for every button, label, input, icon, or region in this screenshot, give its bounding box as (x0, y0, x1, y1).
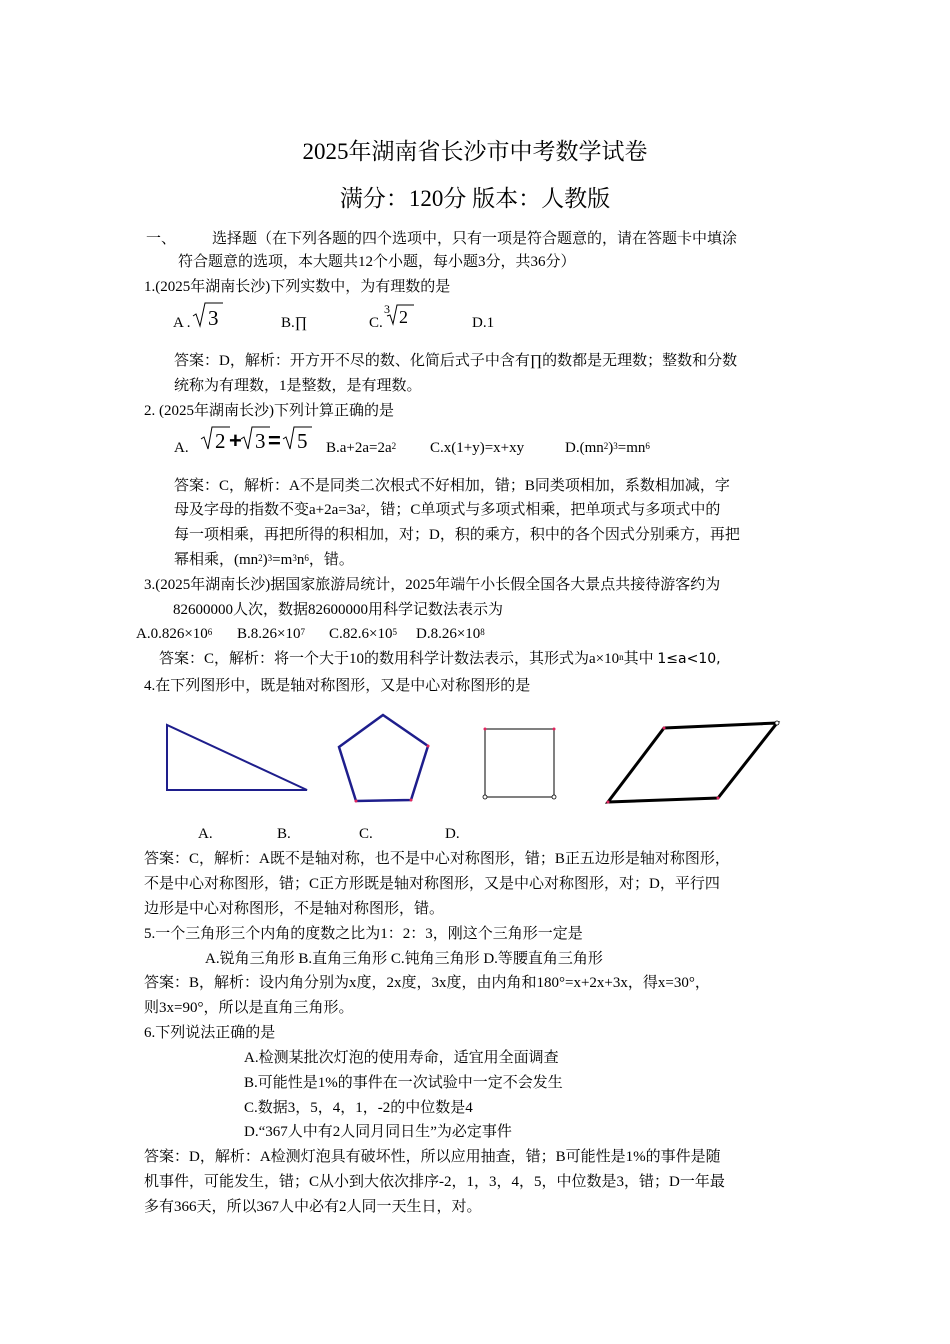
q4-answer-line3: 边形是中心对称图形，不是轴对称图形，错。 (144, 901, 445, 917)
q1-stem: 1.(2025年湖南长沙)下列实数中，为有理数的是 (144, 279, 451, 295)
q1-option-c-cbrt (383, 300, 415, 328)
q2-a-equals: = (268, 428, 281, 453)
q6-answer-line1: 答案：D，解析：A检测灯泡具有破坏性，所以应用抽查，错；B可能性是1%的事件是随 (144, 1149, 721, 1165)
q6-option-b: B.可能性是1%的事件在一次试验中一定不会发生 (244, 1075, 563, 1091)
page-subtitle: 满分：120分 版本：人教版 (339, 186, 611, 211)
figure-d-label: D. (445, 826, 460, 842)
q1-option-a-radicand: 3 (208, 306, 219, 330)
q4-answer-line2: 不是中心对称图形，错；C正方形既是轴对称图形，又是中心对称图形，对；D，平行四 (144, 876, 720, 892)
page-title: 2025年湖南省长沙市中考数学试卷 (302, 139, 648, 164)
q2-a-plus: + (229, 428, 242, 453)
q6-answer-line3: 多有366天，所以367人中必有2人同一天生日，对。 (144, 1199, 482, 1215)
q6-option-a: A.检测某批次灯泡的使用寿命，适宜用全面调查 (244, 1050, 559, 1066)
figure-c-square (485, 729, 554, 797)
section-instruction-line2: 符合题意的选项，本大题共12个小题，每小题3分，共36分） (178, 254, 576, 270)
q5-options: A.锐角三角形 B.直角三角形 C.钝角三角形 D.等腰直角三角形 (205, 951, 603, 967)
q3-option-c: $C.82.6\times 10^5$ (329, 626, 397, 642)
figure-d-parallelogram (608, 723, 777, 802)
q5-stem: 5.一个三角形三个内角的度数之比为1：2：3，刚这个三角形一定是 (144, 926, 583, 942)
q6-option-d: D.“367人中有2人同月同日生”为必定事件 (244, 1124, 512, 1140)
q2-option-c: C.x(1+y)=x+xy (430, 440, 525, 456)
section-number: 一、 (146, 231, 177, 247)
q1-option-c-label: C. (369, 315, 383, 331)
q1-option-c-index: 3 (384, 302, 390, 316)
figure-b-pentagon (339, 715, 428, 801)
q2-option-d: $D.(mn^2)^3=mn^6$ (565, 440, 650, 456)
q3-option-b: $B.8.26\times 10^7$ (237, 626, 305, 642)
figure-a-triangle (167, 725, 307, 790)
q2-option-a-label: A. (174, 440, 189, 456)
q4-stem: 4.在下列图形中，既是轴对称图形，又是中心对称图形的是 (144, 678, 531, 694)
q3-option-a: $A.0.826\times 10^6$ (136, 626, 213, 642)
q2-a-radicand-1: 2 (215, 429, 226, 453)
q1-answer-line1: 答案：D，解析：开方开不尽的数、化简后式子中含有∏的数都是无理数；整数和分数 (174, 353, 738, 369)
q1-option-b: B.∏ (281, 315, 308, 331)
figure-c-label: C. (359, 826, 373, 842)
q5-answer-line1: 答案：B，解析：设内角分别为x度，2x度，3x度，由内角和180°=x+2x+3x，得x=30°， (144, 975, 710, 991)
q2-answer-line1: 答案：C，解析：A不是同类二次根式不好相加，错；B同类项相加，系数相加减，字 (174, 478, 730, 494)
figure-a-label: A. (198, 826, 213, 842)
q5-answer-line2: 则3x=90°，所以是直角三角形。 (144, 1000, 354, 1016)
q1-answer-line2: 统称为有理数，1是整数，是有理数。 (174, 378, 422, 394)
q3-stem-line2: 82600000人次，数据82600000用科学记数法表示为 (173, 602, 504, 618)
q2-answer-line2: 母及字母的指数不变$a+2a=3a^2$，错；C单项式与多项式相乘，把单项式与多项式中的 (174, 502, 721, 518)
q4-answer-line1: 答案：C，解析：A既不是轴对称，也不是中心对称图形，错；B正五边形是轴对称图形， (144, 851, 730, 867)
figure-b-label: B. (277, 826, 291, 842)
q1-option-a-label: A . (173, 315, 191, 331)
q6-option-c: C.数据3，5，4，1，-2的中位数是4 (244, 1100, 473, 1116)
q3-stem-line1: 3.(2025年湖南长沙)据国家旅游局统计，2025年端午小长假全国各大景点共接待游客约为 (144, 577, 721, 593)
q2-answer-line4: 幂相乘，$(mn^2)^3=m^3n^6$，错。 (174, 552, 354, 568)
q6-stem: 6.下列说法正确的是 (144, 1025, 276, 1041)
q1-option-d: D.1 (472, 315, 495, 331)
q4-figures (150, 706, 800, 814)
q2-answer-line3: 每一项相乘，再把所得的积相加，对；D，积的乘方，积中的各个因式分别乘方，再把 (174, 527, 740, 543)
q2-stem: 2. (2025年湖南长沙)下列计算正确的是 (144, 403, 394, 419)
section-instruction-line1: 选择题（在下列各题的四个选项中，只有一项是符合题意的，请在答题卡中填涂 (212, 231, 738, 247)
q1-option-c-radicand: 2 (399, 307, 408, 327)
q2-a-radicand-2: 3 (255, 429, 266, 453)
q3-option-d: $D.8.26\times 10^8$ (416, 626, 485, 642)
q3-answer: 答案：C，解析：将一个大于10的数用科学计数法表示，其形式为$a\times 10^n$其中 1≤a<10, (159, 651, 721, 667)
q2-option-a-expression (200, 424, 320, 454)
q2-a-radicand-3: 5 (297, 429, 308, 453)
q1-option-a-sqrt (192, 300, 224, 330)
q2-option-b: $B.a+2a=2a^2$ (326, 440, 397, 456)
q6-answer-line2: 机事件，可能发生，错；C从小到大依次排序-2，1，3，4，5，中位数是3，错；D一年最 (144, 1174, 725, 1190)
